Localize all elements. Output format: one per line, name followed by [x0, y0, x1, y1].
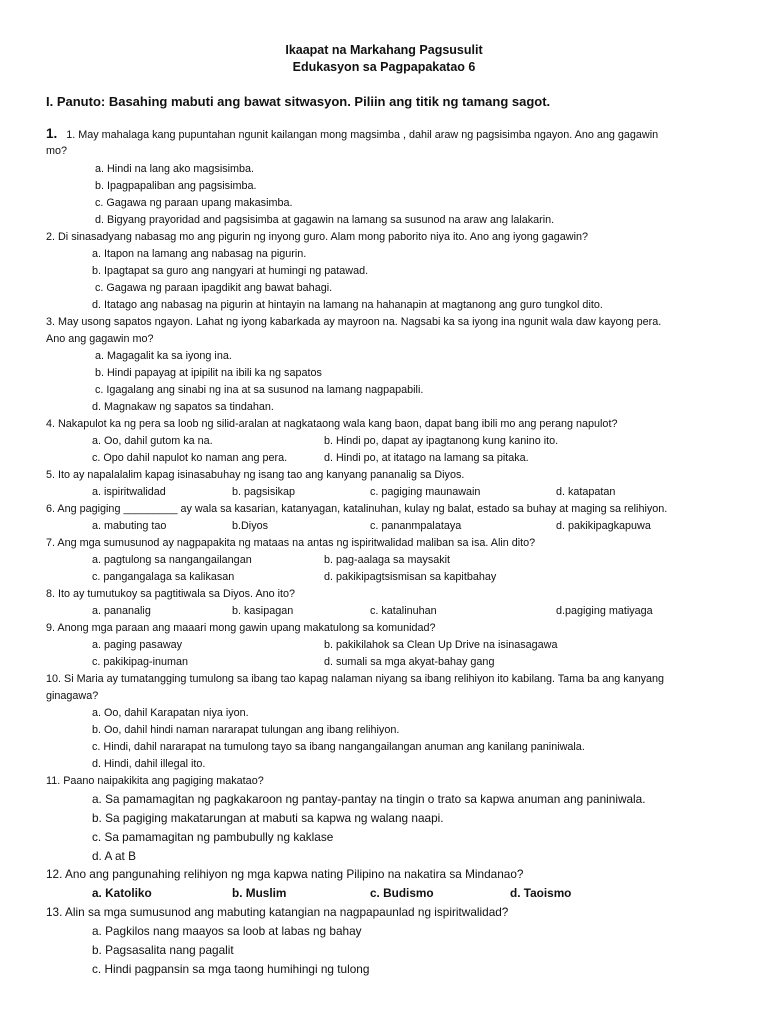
question-9-choice-c: c. pakikipag-inuman: [92, 656, 189, 668]
question-3-stem: 3. May usong sapatos ngayon. Lahat ng iyong kabarkada ay mayroon na. Nagsabi ka sa iyong ina ngunit wala daw kayong pera.: [46, 316, 662, 328]
question-8-choice-b: b. kasipagan: [232, 605, 294, 617]
exam-title: Ikaapat na Markahang Pagsusulit: [285, 43, 483, 57]
question-9-choice-a: a. paging pasaway: [92, 639, 183, 651]
question-13-choice-a: a. Pagkilos nang maayos sa loob at labas ng bahay: [92, 924, 362, 938]
instructions: I. Panuto: Basahing mabuti ang bawat sitwasyon. Piliin ang titik ng tamang sagot.: [46, 94, 551, 109]
question-13-choice-c: c. Hindi pagpansin sa mga taong humihingi ng tulong: [92, 962, 370, 976]
question-11-choice-b: b. Sa pagiging makatarungan at mabuti sa kapwa ng walang naapi.: [92, 811, 444, 825]
question-1-stem: [46, 127, 658, 142]
question-3-choice-b: b. Hindi papayag at ipipilit na ibili ka ng sapatos: [95, 367, 322, 379]
question-4-choice-c: c. Opo dahil napulot ko naman ang pera.: [92, 452, 288, 464]
question-3-stem-cont: Ano ang gagawin mo?: [46, 333, 154, 345]
question-1-number: 1.: [46, 126, 58, 141]
question-10-choice-b: b. Oo, dahil hindi naman nararapat tulungan ang ibang relihiyon.: [92, 724, 400, 736]
question-6-stem: 6. Ang pagiging _________ ay wala sa kasarian, katanyagan, katalinuhan, kulay ng balat, estado sa buhay at maging sa relihiyon.: [46, 503, 668, 515]
question-8-stem: 8. Ito ay tumutukoy sa pagtitiwala sa Diyos. Ano ito?: [46, 588, 296, 600]
question-5-choice-b: b. pagsisikap: [232, 486, 296, 498]
question-3-choice-a: a. Magagalit ka sa iyong ina.: [95, 350, 232, 362]
question-7-choice-a: a. pagtulong sa nangangailangan: [92, 554, 252, 566]
question-2-choice-c: c. Gagawa ng paraan ipagdikit ang bawat bahagi.: [95, 282, 333, 294]
question-11-choice-a: a. Sa pamamagitan ng pagkakaroon ng pantay-pantay na tingin o trato sa kapwa anuman ang paniniwala.: [92, 792, 646, 806]
question-5-choice-c: c. pagiging maunawain: [370, 486, 481, 498]
question-10-choice-a: a. Oo, dahil Karapatan niya iyon.: [92, 707, 249, 719]
question-9-stem: 9. Anong mga paraan ang maaari mong gawin upang makatulong sa komunidad?: [46, 622, 436, 634]
question-1-stem-cont: mo?: [46, 145, 68, 157]
question-2-choice-d: d. Itatago ang nabasag na pigurin at hintayin na lamang na hahanapin at magtanong ang guro tungkol dito.: [92, 299, 603, 311]
question-13-stem: 13. Alin sa mga sumusunod ang mabuting katangian na nagpapaunlad ng ispiritwalidad?: [46, 905, 509, 919]
question-11-choice-d: d. A at B: [92, 849, 136, 863]
question-8-choice-c: c. katalinuhan: [370, 605, 437, 617]
question-7-choice-b: b. pag-aalaga sa maysakit: [324, 554, 451, 566]
question-7-choice-d: d. pakikipagtsismisan sa kapitbahay: [324, 571, 497, 583]
exam-subtitle: Edukasyon sa Pagpapakatao 6: [292, 60, 476, 74]
question-7-choice-c: c. pangangalaga sa kalikasan: [92, 571, 235, 583]
question-10-choice-c: c. Hindi, dahil nararapat na tumulong tayo sa ibang nangangailangan anuman ang kanilang paniniwala.: [92, 741, 585, 753]
question-7-stem: 7. Ang mga sumusunod ay nagpapakita ng mataas na antas ng ispiritwalidad maliban sa isa. Alin dito?: [46, 537, 536, 549]
question-6-choice-c: c. pananmpalataya: [370, 520, 462, 532]
question-11-stem: 11. Paano naipakikita ang pagiging makatao?: [46, 775, 264, 787]
question-12-choice-c: c. Budismo: [370, 886, 434, 900]
question-6-choice-b: b.Diyos: [232, 520, 269, 532]
question-5-stem: 5. Ito ay napalalalim kapag isinasabuhay ng isang tao ang kanyang pananalig sa Diyos.: [46, 469, 465, 481]
question-12-choice-a: a. Katoliko: [92, 886, 152, 900]
question-12-choice-d: d. Taoismo: [510, 886, 572, 900]
question-10-choice-d: d. Hindi, dahil illegal ito.: [92, 758, 206, 770]
question-9-choice-b: b. pakikilahok sa Clean Up Drive na isinasagawa: [324, 639, 558, 651]
question-4-choice-b: b. Hindi po, dapat ay ipagtanong kung kanino ito.: [324, 435, 559, 447]
question-1-choice-d: d. Bigyang prayoridad and pagsisimba at gagawin na lamang sa susunod na araw ang lalakarin.: [95, 214, 555, 226]
question-12-stem: 12. Ano ang pangunahing relihiyon ng mga kapwa nating Pilipino na nakatira sa Mindanao?: [46, 867, 524, 881]
question-8-choice-d: d.pagiging matiyaga: [556, 605, 653, 617]
question-1-text: 1. May mahalaga kang pupuntahan ngunit kailangan mong magsimba , dahil araw ng pagsisimba ngayon. Ano ang gagawin: [66, 129, 659, 141]
question-10-stem-cont: ginagawa?: [46, 690, 99, 702]
question-1-choice-a: a. Hindi na lang ako magsisimba.: [95, 163, 255, 175]
question-2-stem: 2. Di sinasadyang nabasag mo ang pigurin ng inyong guro. Alam mong paborito niya ito. Ano ang iyong gagawin?: [46, 231, 589, 243]
question-4-stem: 4. Nakapulot ka ng pera sa loob ng silid-aralan at nagkataong wala kang baon, dapat bang ibili mo ang perang napulot?: [46, 418, 618, 430]
question-9-choice-d: d. sumali sa mga akyat-bahay gang: [324, 656, 495, 668]
question-12-choice-b: b. Muslim: [232, 886, 287, 900]
question-1-choice-c: c. Gagawa ng paraan upang makasimba.: [95, 197, 293, 209]
question-2-choice-b: b. Ipagtapat sa guro ang nangyari at humingi ng patawad.: [92, 265, 369, 277]
question-1-choice-b: b. Ipagpapaliban ang pagsisimba.: [95, 180, 257, 192]
question-5-choice-a: a. ispiritwalidad: [92, 486, 166, 498]
question-10-stem: 10. Si Maria ay tumatangging tumulong sa ibang tao kapag nalaman niyang sa ibang relihiyon ito kabilang. Tama ba ang kanyang: [46, 673, 665, 685]
question-8-choice-a: a. pananalig: [92, 605, 151, 617]
question-2-choice-a: a. Itapon na lamang ang nabasag na pigurin.: [92, 248, 307, 260]
question-3-choice-c: c. Igagalang ang sinabi ng ina at sa susunod na lamang nagpapabili.: [95, 384, 424, 396]
question-4-choice-a: a. Oo, dahil gutom ka na.: [92, 435, 213, 447]
question-6-choice-a: a. mabuting tao: [92, 520, 167, 532]
question-3-choice-d: d. Magnakaw ng sapatos sa tindahan.: [92, 401, 274, 413]
question-13-choice-b: b. Pagsasalita nang pagalit: [92, 943, 234, 957]
question-5-choice-d: d. katapatan: [556, 486, 616, 498]
question-11-choice-c: c. Sa pamamagitan ng pambubully ng kaklase: [92, 830, 334, 844]
question-6-choice-d: d. pakikipagkapuwa: [556, 520, 651, 532]
question-4-choice-d: d. Hindi po, at itatago na lamang sa pitaka.: [324, 452, 529, 464]
